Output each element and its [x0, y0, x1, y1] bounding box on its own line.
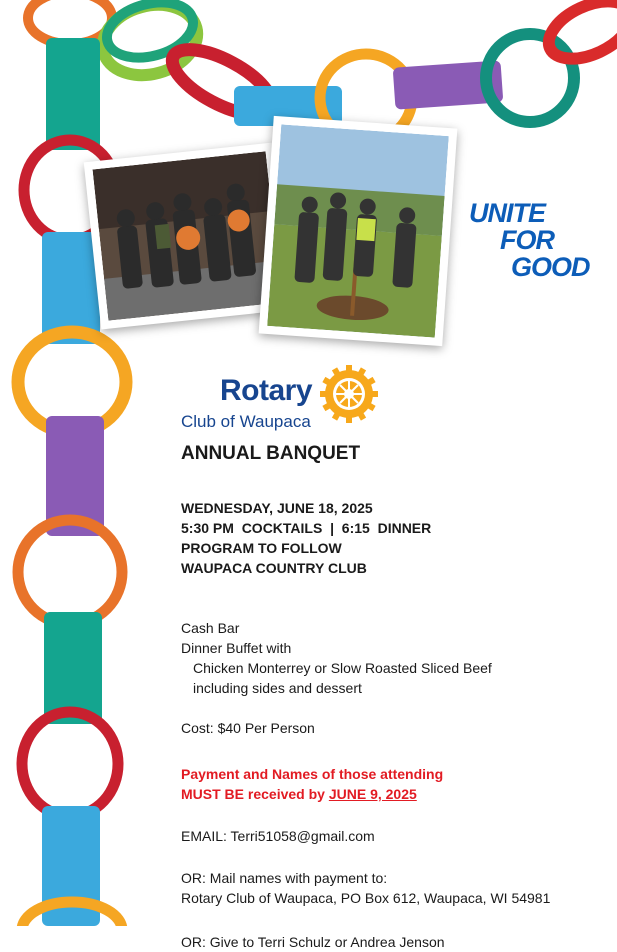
slogan-line-3: GOOD: [511, 252, 590, 282]
slogan-line-2: FOR: [500, 225, 554, 255]
slogan-line-1: UNITE: [469, 198, 545, 228]
rotary-wheel-icon: [319, 364, 379, 424]
logo-wordmark: Rotary: [220, 374, 313, 407]
group-photo-tree-planting: [259, 116, 458, 346]
event-venue: WAUPACA COUNTRY CLUB: [181, 560, 367, 576]
contact-give-to: OR: Give to Terri Schulz or Andrea Jenson: [181, 934, 445, 950]
menu-buffet: Dinner Buffet with: [181, 640, 292, 656]
contact-email: EMAIL: Terri51058@gmail.com: [181, 828, 375, 844]
menu-bar: Cash Bar: [181, 620, 240, 636]
event-time: 5:30 PM COCKTAILS | 6:15 DINNER: [181, 520, 432, 536]
event-title: ANNUAL BANQUET: [181, 443, 361, 464]
group-photo-image: [93, 151, 282, 320]
group-photo-pumpkins: [84, 143, 291, 330]
deadline-line-2: [181, 784, 601, 804]
menu-includes: including sides and dessert: [193, 680, 362, 696]
deadline-line-1: Payment and Names of those attending: [181, 766, 444, 782]
contact-mail-address: Rotary Club of Waupaca, PO Box 612, Waupaca, WI 54981: [181, 890, 551, 906]
cost: Cost: $40 Per Person: [181, 720, 315, 736]
event-details: [181, 444, 601, 952]
tree-planting-image: [267, 124, 449, 337]
event-program: PROGRAM TO FOLLOW: [181, 540, 342, 556]
rotary-logo: [180, 364, 390, 434]
logo-subtitle: Club of Waupaca: [181, 412, 311, 431]
event-date: WEDNESDAY, JUNE 18, 2025: [181, 500, 373, 516]
menu-options: Chicken Monterrey or Slow Roasted Sliced Beef: [193, 660, 492, 676]
deadline-date: JUNE 9, 2025: [328, 786, 417, 802]
contact-mail-intro: OR: Mail names with payment to:: [181, 870, 388, 886]
unite-for-good-slogan: [466, 200, 606, 281]
deadline-prefix: MUST BE received by: [181, 786, 329, 802]
